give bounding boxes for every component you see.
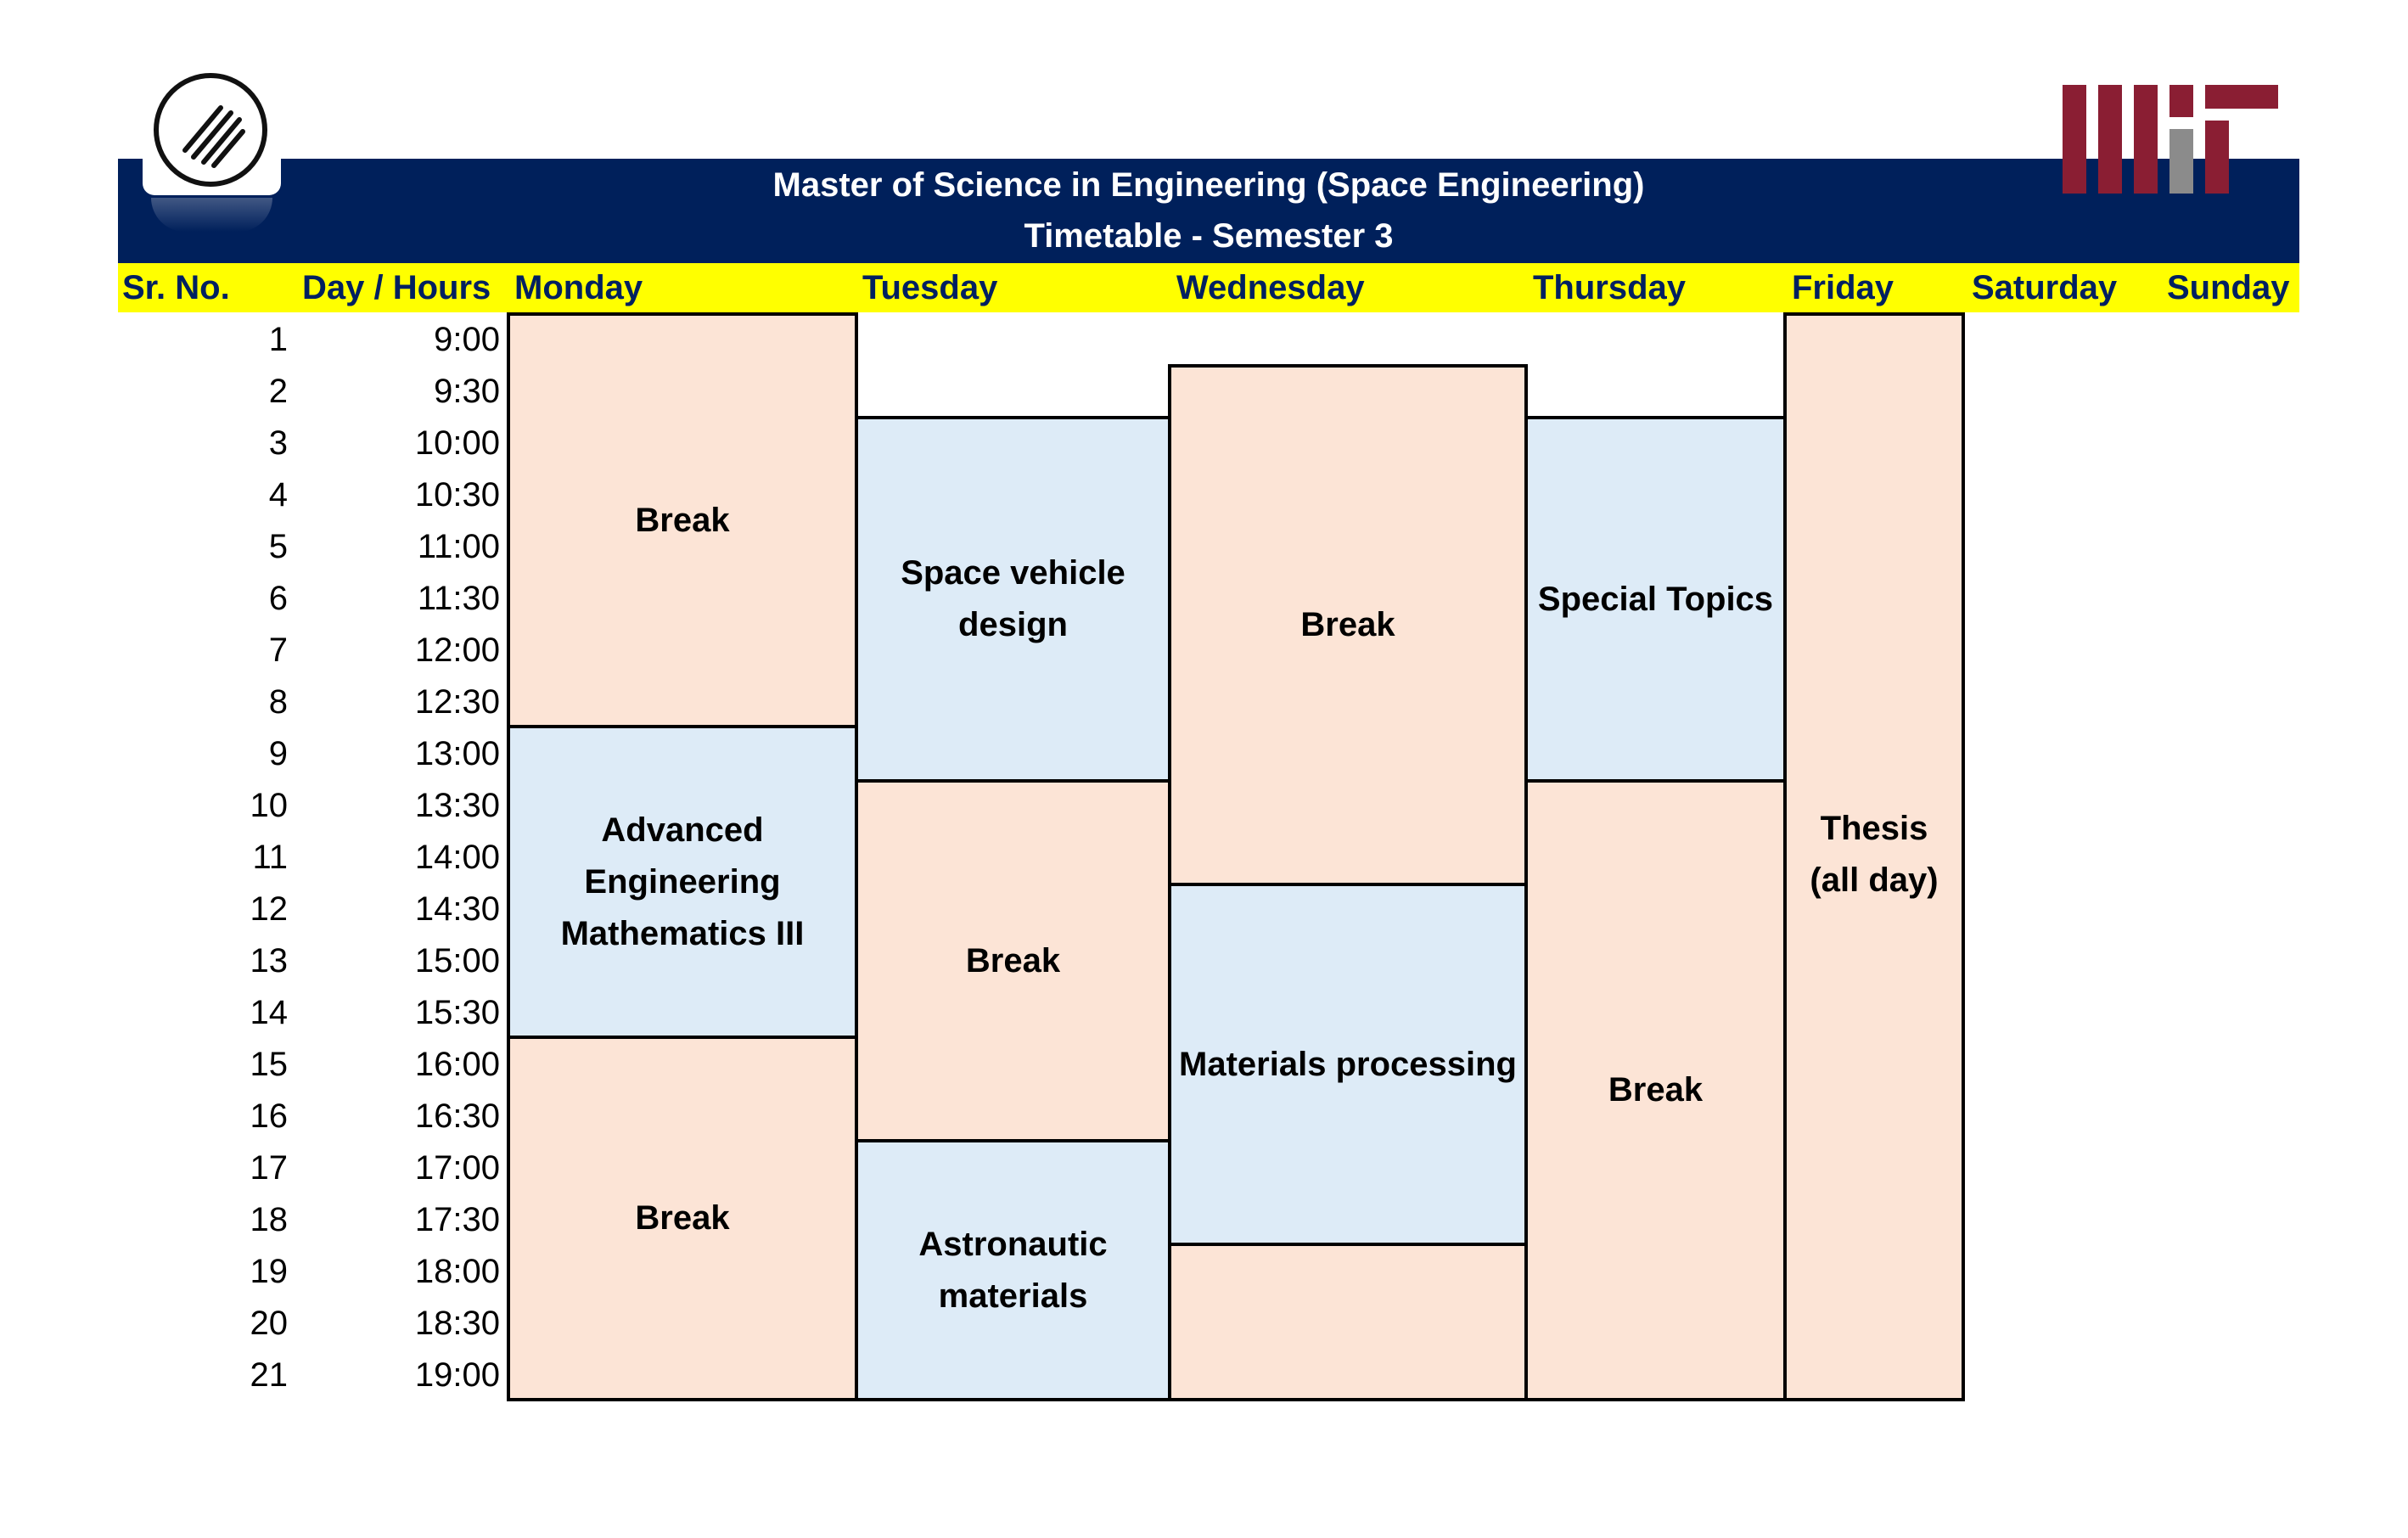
row-number: 21	[250, 1356, 288, 1394]
row-number: 10	[250, 787, 288, 824]
row-number: 19	[250, 1253, 288, 1290]
session-thursday-special-topics[interactable]: Special Topics	[1524, 416, 1787, 783]
session-monday-break-1[interactable]: Break	[507, 312, 858, 728]
row-time: 10:00	[414, 424, 500, 462]
session-tuesday-astronautic-materials[interactable]: Astronautic materials	[855, 1139, 1171, 1401]
row-time: 14:00	[414, 839, 500, 876]
row-number: 3	[268, 424, 288, 462]
header-wednesday: Wednesday	[1176, 269, 1365, 306]
row-number: 7	[268, 631, 288, 669]
header-tuesday: Tuesday	[862, 269, 998, 306]
row-time: 13:00	[414, 735, 500, 772]
row-time: 12:00	[414, 631, 500, 669]
session-monday-break-2[interactable]: Break	[507, 1036, 858, 1401]
session-tuesday-break[interactable]: Break	[855, 779, 1171, 1142]
session-monday-advanced-math[interactable]: Advanced Engineering Mathematics III	[507, 725, 858, 1039]
row-time: 16:30	[414, 1097, 500, 1135]
logo-reflection	[151, 198, 272, 232]
page-title: Master of Science in Engineering (Space Engineering)	[772, 166, 1645, 204]
row-time: 10:30	[414, 476, 500, 514]
session-wednesday-break[interactable]: Break	[1168, 364, 1528, 886]
row-number: 4	[268, 476, 288, 514]
row-number: 9	[268, 735, 288, 772]
row-number: 17	[250, 1149, 288, 1187]
row-number: 1	[268, 321, 288, 358]
header-day-hours: Day / Hours	[302, 269, 491, 306]
header-sunday: Sunday	[2167, 269, 2290, 306]
row-number: 13	[250, 942, 288, 979]
session-tuesday-space-vehicle-design[interactable]: Space vehicle design	[855, 416, 1171, 783]
row-time: 9:30	[434, 373, 500, 410]
session-wednesday-break-2[interactable]	[1168, 1243, 1528, 1401]
header-friday: Friday	[1792, 269, 1894, 306]
row-time: 12:30	[414, 683, 500, 721]
session-friday-thesis[interactable]: Thesis (all day)	[1783, 312, 1965, 1401]
row-time: 15:00	[414, 942, 500, 979]
page-subtitle: Timetable - Semester 3	[1024, 217, 1394, 255]
row-number: 8	[268, 683, 288, 721]
hatched-circle-logo-icon	[143, 72, 281, 195]
institution-logo	[143, 72, 281, 195]
header-saturday: Saturday	[1972, 269, 2118, 306]
session-wednesday-materials-processing[interactable]: Materials processing	[1168, 883, 1528, 1246]
row-time: 11:30	[417, 580, 500, 617]
row-number: 14	[250, 994, 288, 1031]
header-monday: Monday	[514, 269, 643, 306]
row-number: 18	[250, 1201, 288, 1238]
row-time: 16:00	[414, 1046, 500, 1083]
row-time: 11:00	[417, 528, 500, 565]
row-number: 2	[268, 373, 288, 410]
row-time: 15:30	[414, 994, 500, 1031]
row-time: 17:00	[414, 1149, 500, 1187]
row-number: 20	[250, 1305, 288, 1342]
row-time: 19:00	[414, 1356, 500, 1394]
header-thursday: Thursday	[1533, 269, 1687, 306]
row-time: 13:30	[414, 787, 500, 824]
session-thursday-break[interactable]: Break	[1524, 779, 1787, 1401]
row-time: 17:30	[414, 1201, 500, 1238]
row-number: 15	[250, 1046, 288, 1083]
row-time: 18:00	[414, 1253, 500, 1290]
row-time: 18:30	[414, 1305, 500, 1342]
row-number: 16	[250, 1097, 288, 1135]
row-number: 11	[252, 839, 288, 876]
row-number: 6	[268, 580, 288, 617]
mit-logo-icon	[2063, 85, 2278, 194]
row-number: 12	[250, 890, 288, 928]
row-time: 14:30	[414, 890, 500, 928]
header-sr-no: Sr. No.	[122, 269, 230, 306]
row-time: 9:00	[434, 321, 500, 358]
row-number: 5	[268, 528, 288, 565]
mit-logo	[2063, 85, 2278, 194]
